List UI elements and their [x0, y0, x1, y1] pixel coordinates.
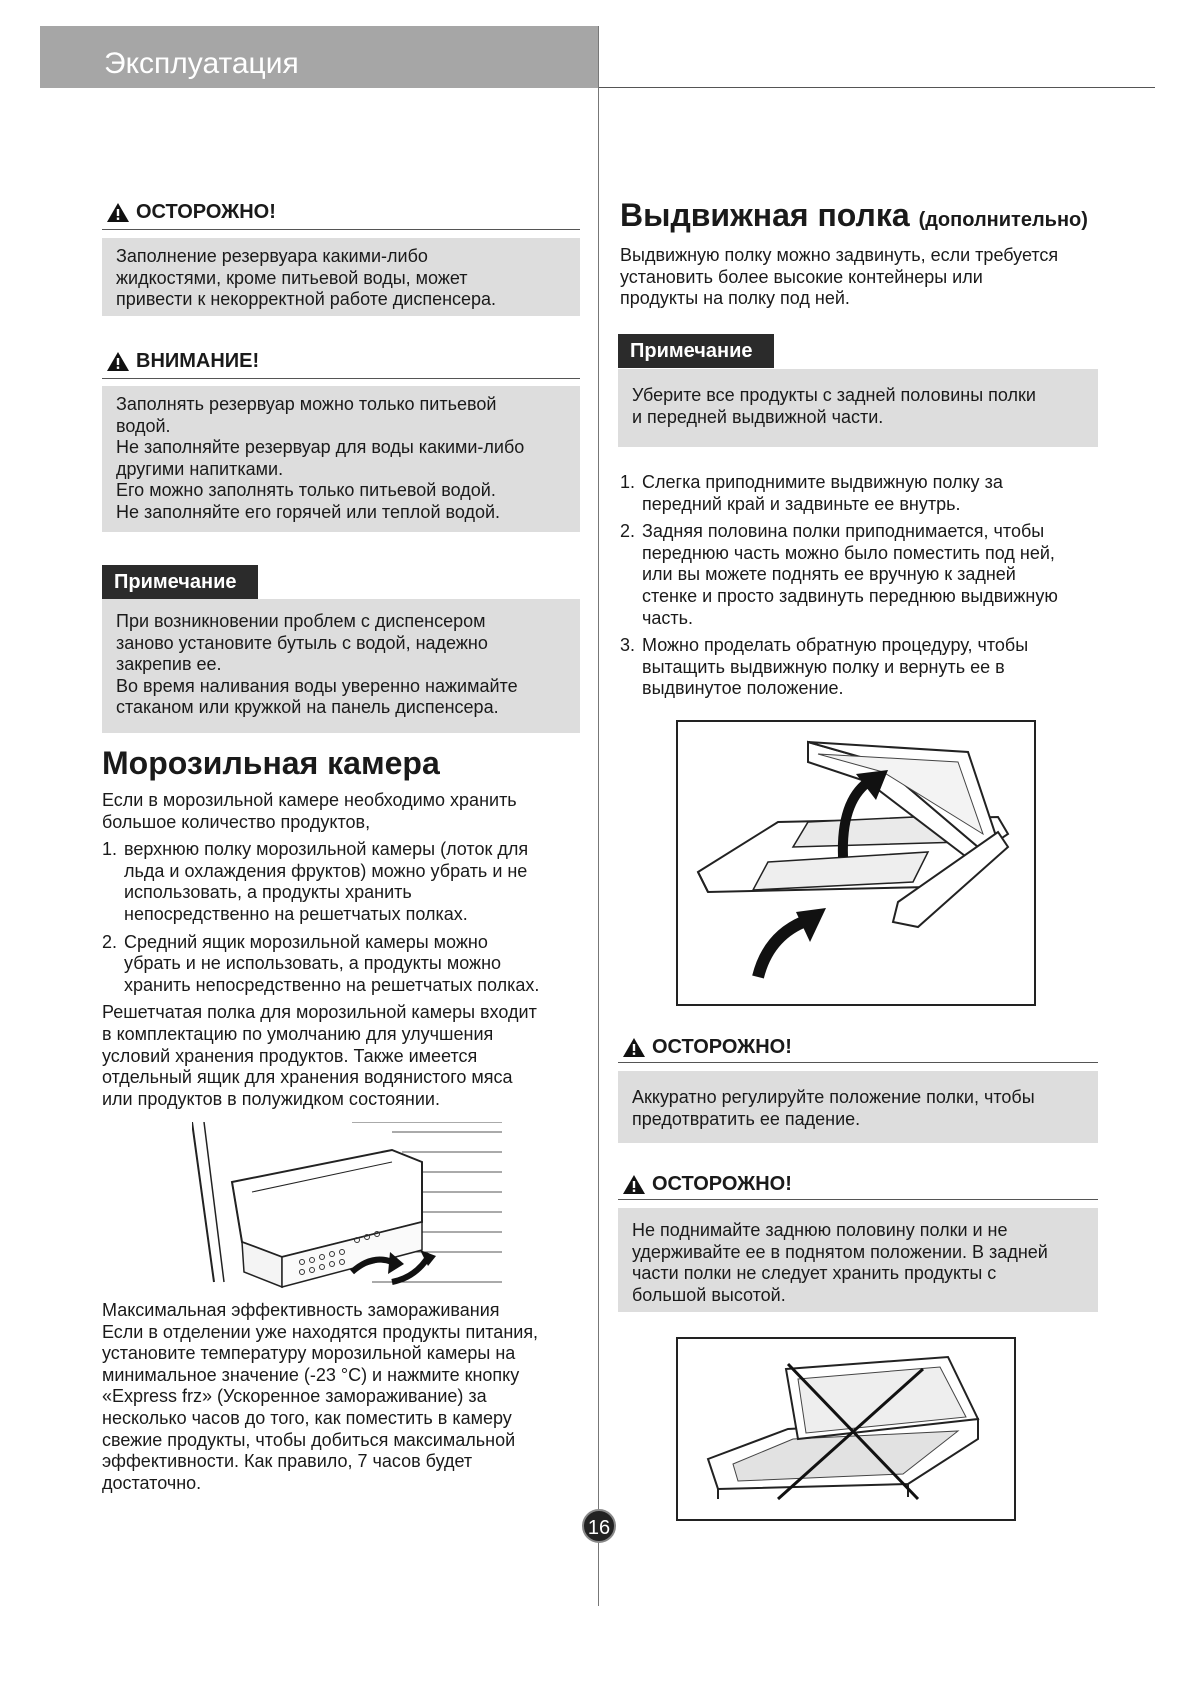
column-divider [598, 26, 599, 1606]
caution-rule-2 [618, 1062, 1098, 1063]
caution-rule-3 [618, 1199, 1098, 1200]
shelf-step-3: 3. Можно проделать обратную процедуру, чтобы вытащить выдвижную полку и вернуть ее в выдвинутое положение. [620, 635, 1029, 699]
freezer-paragraph: Решетчатая полка для морозильной камеры входит в комплектацию по умолчанию для улучшения условий хранения продуктов. Также имеется отдельный ящик для хранения водянистого мяса или продуктов в полужидком состоянии. [102, 1002, 537, 1109]
freezer-intro-line: Если в морозильной камере необходимо хранить [102, 790, 517, 810]
note-box-right: Уберите все продукты с задней половины полки и передней выдвижной части. [618, 369, 1098, 447]
shelf-title: Выдвижная полка (дополнительно) [620, 197, 1088, 233]
shelf-steps [620, 472, 1100, 700]
freezer-drawer-illustration [192, 1122, 502, 1290]
header-divider [598, 87, 1155, 88]
warning-triangle-icon [106, 351, 130, 372]
max-efficiency-paragraph: Максимальная эффективность замораживания Если в отделении уже находятся продукты питания, установите температуру морозильной камеры на минимальное значение (-23 °C) и нажмите кнопку «Express frz» (Ускоренное замораживание) за несколько часов до того, как поместить в камеру свежие продукты, чтобы добиться максимальной эффективности. Как правило, 7 часов будет достаточно. [102, 1300, 539, 1493]
shelf-step-2: 2. Задняя половина полки приподнимается, чтобы переднюю часть можно было поместить под ней, или вы можете поднять ее вручную к задней стенке и просто задвинуть переднюю выдвижную часть. [620, 521, 1058, 628]
freezer-section [102, 744, 582, 1110]
caution-heading-1: ОСТОРОЖНО! [106, 200, 276, 224]
caution-heading-2: ОСТОРОЖНО! [622, 1035, 792, 1059]
page-title: Эксплуатация [104, 47, 299, 80]
attention-heading: ВНИМАНИЕ! [106, 349, 259, 373]
caution-heading-3: ОСТОРОЖНО! [622, 1172, 792, 1196]
caution-box-2: Аккуратно регулируйте положение полки, чтобы предотвратить ее падение. [618, 1071, 1098, 1143]
retractable-shelf-illustration [676, 720, 1036, 1006]
warning-triangle-icon [106, 202, 130, 223]
page-number: 16 [582, 1509, 616, 1543]
caution-rule-1 [102, 229, 580, 230]
freezer-intro-line: большое количество продуктов, [102, 811, 371, 832]
note-box-left: При возникновении проблем с диспенсером заново установите бутыль с водой, надежно закрепив ее. Во время наливания воды уверенно нажимайте стаканом или кружкой на панель диспенсера. [102, 599, 580, 733]
shelf-section: Выдвижная полка (дополнительно) Выдвижную полку можно задвинуть, если требуется установить более высокие контейнеры или продукты на полку под ней. [620, 196, 1100, 310]
shelf-step-1: 1. Слегка приподнимите выдвижную полку за передний край и задвиньте ее внутрь. [620, 472, 1003, 514]
raised-shelf-prohibited-illustration [676, 1337, 1016, 1521]
attention-box: Заполнять резервуар можно только питьевой водой. Не заполняйте резервуар для воды какими-либо другими напитками. Его можно заполнять только питьевой водой. Не заполняйте его горячей или теплой водой. [102, 386, 580, 532]
freezer-title: Морозильная камера [102, 745, 440, 781]
warning-triangle-icon [622, 1174, 646, 1195]
caution-box-3: Не поднимайте заднюю половину полки и не удерживайте ее в поднятом положении. В задней части полки не следует хранить продукты с большой высотой. [618, 1208, 1098, 1312]
attention-rule [102, 378, 580, 379]
freezer-item-1: 1. верхнюю полку морозильной камеры (лоток для льда и охлаждения фруктов) можно убрать и не использовать, а продукты хранить непосредственно на решетчатых полках. [102, 839, 529, 924]
warning-triangle-icon [622, 1037, 646, 1058]
note-label-left: Примечание [102, 565, 258, 599]
note-label-right: Примечание [618, 334, 774, 368]
caution-box-1: Заполнение резервуара какими-либо жидкостями, кроме питьевой воды, может привести к некорректной работе диспенсера. [102, 238, 580, 316]
freezer-item-2: 2. Средний ящик морозильной камеры можно убрать и не использовать, а продукты можно хранить непосредственно на решетчатых полках. [102, 931, 540, 995]
